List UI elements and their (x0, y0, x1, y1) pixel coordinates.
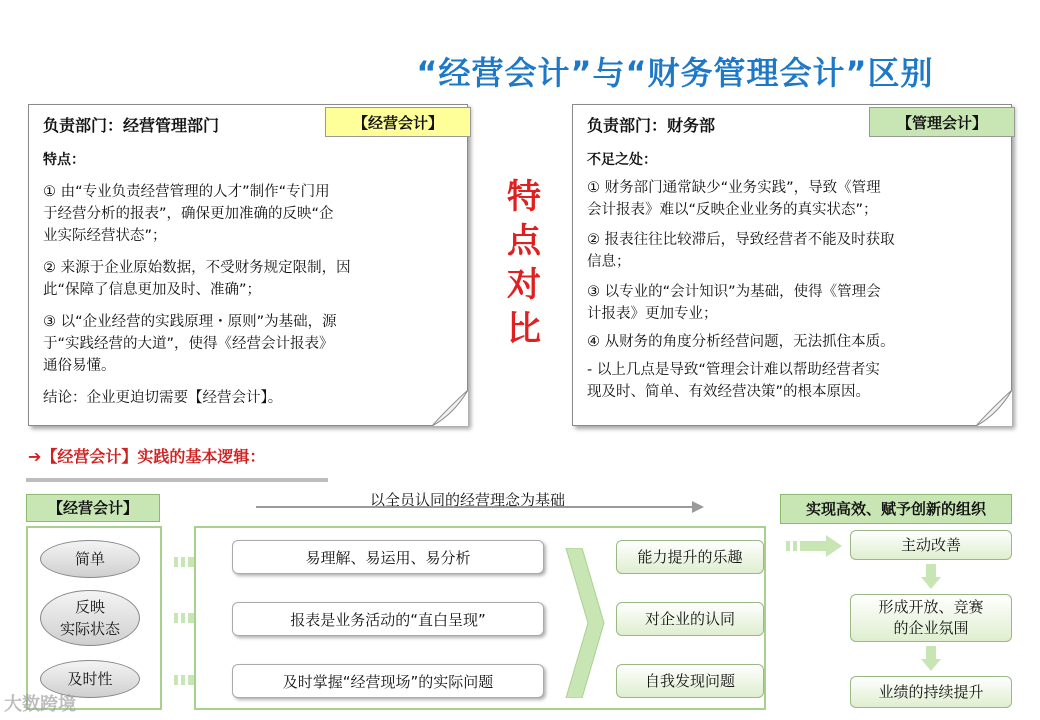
card-line: 此“保障了信息更加及时、准确”； (43, 282, 262, 298)
right-arrow-icon (256, 500, 706, 514)
operating-accounting-card (28, 104, 468, 426)
arrow-right-icon (786, 534, 844, 558)
comparison-label (496, 175, 552, 351)
result-open-atmosphere (850, 594, 1012, 642)
organization-header: 实现高效、赋予创新的组织 (780, 494, 1012, 524)
card-line: 业实际经营状态”； (43, 228, 167, 244)
feature-actual-state (40, 590, 140, 646)
comparison-char: 对 (507, 265, 541, 305)
page-fold-icon (432, 390, 468, 426)
card-line: ① 财务部门通常缺少“业务实践”，导致《管理 (587, 180, 881, 196)
card-line: 于“实践经营的大道”，使得《经营会计报表》 (43, 336, 334, 352)
card-subtitle: 不足之处： (587, 152, 657, 168)
arrow-down-icon (921, 564, 941, 590)
watermark-logo: 大数跨境 (4, 694, 76, 715)
feature-label: 简单 (74, 550, 105, 568)
operating-accounting-header: 【经营会计】 (26, 494, 160, 522)
card-subtitle: 特点： (43, 152, 85, 168)
feature-label: 反映 实际状态 (59, 598, 120, 638)
arrow-down-icon (921, 646, 941, 672)
result-active-improvement: 主动改善 (850, 530, 1012, 560)
card-line: 于经营分析的报表”，确保更加准确的反映“企 (43, 206, 334, 222)
card-line: ① 由“专业负责经营管理的人才”制作“专门用 (43, 184, 330, 200)
heading-divider (26, 478, 328, 482)
card-line: ② 报表往往比较滞后，导致经营者不能及时获取 (587, 232, 895, 248)
comparison-char: 比 (507, 309, 541, 349)
card-line: 通俗易懂。 (43, 358, 116, 374)
card-line: ② 来源于企业原始数据，不受财务规定限制，因 (43, 260, 351, 276)
card-dept-label: 负责部门：经营管理部门 (43, 116, 220, 135)
card-line: - 以上几点是导致“管理会计难以帮助经营者实 (587, 362, 880, 378)
outcome-identity: 对企业的认同 (616, 602, 764, 636)
foundation-label: 以全员认同的经营理念为基础 (370, 491, 566, 509)
result-performance: 业绩的持续提升 (850, 676, 1012, 708)
card-line: ③ 以专业的“会计知识”为基础，使得《管理会 (587, 284, 881, 300)
management-accounting-card (572, 104, 1012, 426)
result-label: 形成开放、竞赛 的企业氛围 (878, 598, 984, 637)
card-line: 计报表》更加专业； (587, 306, 718, 322)
description-direct: 报表是业务活动的“直白呈现” (232, 602, 544, 636)
card-tag-operating: 【经营会计】 (325, 107, 471, 137)
card-conclusion: 结论：企业更迫切需要【经营会计】。 (43, 390, 283, 406)
description-easy: 易理解、易运用、易分析 (232, 540, 544, 574)
description-timely: 及时掌握“经营现场”的实际问题 (232, 664, 544, 698)
card-line: 会计报表》难以“反映企业业务的真实状态”； (587, 202, 878, 218)
card-line: ③ 以“企业经营的实践原理・原则”为基础，源 (43, 314, 337, 330)
card-line: 现及时、简单、有效经营决策”的根本原因。 (587, 384, 871, 400)
feature-label: 及时性 (67, 670, 113, 688)
comparison-char: 特 (507, 177, 541, 217)
chevron-right-icon (562, 548, 606, 698)
page-title: “经营会计”与“财务管理会计”区别 (416, 54, 934, 92)
logic-heading: ➔【经营会计】实践的基本逻辑： (28, 447, 266, 466)
feature-simple (40, 540, 140, 578)
card-line: 信息； (587, 254, 631, 270)
outcome-self-discovery: 自我发现问题 (616, 664, 764, 698)
card-line: ④ 从财务的角度分析经营问题，无法抓住本质。 (587, 334, 895, 350)
card-tag-management: 【管理会计】 (869, 107, 1015, 137)
comparison-char: 点 (507, 221, 541, 261)
outcome-ability: 能力提升的乐趣 (616, 540, 764, 574)
page-fold-icon (976, 390, 1012, 426)
card-dept-label: 负责部门：财务部 (587, 116, 716, 135)
